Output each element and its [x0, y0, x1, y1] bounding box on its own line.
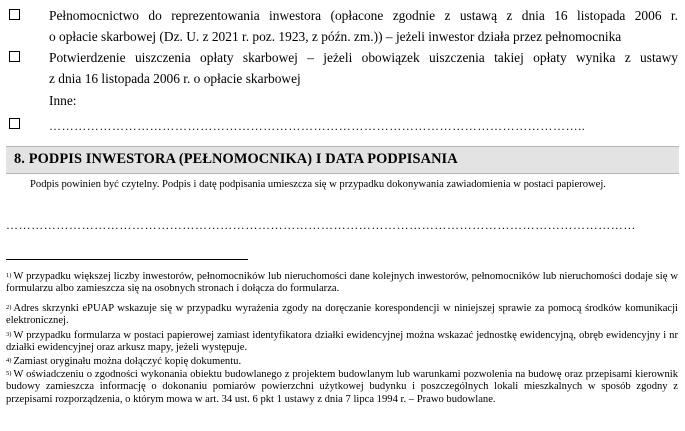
footnote-2-text: Adres skrzynki ePUAP wskazuje się w przypadku wyrażenia zgody na doręczanie korespondencji w niniejszej sprawie za pomocą środków komunikacji elektronicznej.	[6, 303, 678, 327]
checkbox-stamp-duty[interactable]	[9, 51, 20, 62]
footnote-2-number: 2)	[6, 304, 12, 311]
signature-note: Podpis powinien być czytelny. Podpis i datę podpisania umieszcza się w przypadku dokonywania zawiadomienia w postaci papierowej.	[30, 179, 606, 190]
checkbox-other[interactable]	[9, 118, 20, 129]
footnote-1-text: W przypadku większej liczby inwestorów, pełnomocników lub nieruchomości dane kolejnych inwestorów, pełnomocników lub nieruchomości dodaje się w formularzu albo zamieszcza się na osobnych stronach i dołącza do formularza.	[6, 271, 678, 295]
section-8-title: 8. PODPIS INWESTORA (PEŁNOMOCNIKA) I DATA PODPISANIA	[14, 151, 458, 167]
footnote-5-number: 5)	[6, 370, 12, 377]
footnote-1	[6, 271, 678, 296]
footnote-4-number: 4)	[6, 357, 12, 364]
signature-line[interactable]: ……………………………………………………………………………………………………………………………………	[6, 218, 636, 232]
footnote-4	[6, 356, 678, 368]
section-8-header	[6, 146, 679, 174]
footnote-1-number: 1)	[6, 272, 12, 279]
item-power-of-attorney-line2: o opłacie skarbowej (Dz. U. z 2021 r. poz. 1923, z późn. zm.)) – jeżeli inwestor działa przez pełnomocnika	[49, 29, 622, 44]
footnote-3-text: W przypadku formularza w postaci papierowej zamiast identyfikatora działki ewidencyjnej można wskazać jednostkę ewidencyjną, obręb ewidencyjny i nr działki ewidencyjnej oraz arkusz mapy, jeżeli występuje.	[6, 330, 678, 354]
footnote-3	[6, 330, 678, 355]
checkbox-power-of-attorney[interactable]	[9, 9, 20, 20]
item-other-label: Inne:	[49, 93, 77, 108]
footnote-5-text: W oświadczeniu o zgodności wykonania obiektu budowlanego z projektem budowlanym lub warunkami pozwolenia na budowę oraz przepisami kierownik budowy zamieszcza informację o dokonaniu pomiarów powierzchni użytkowej budynku i poszczególnych lokali mieszkalnych w sposób zgodny z przepisami rozporządzenia, o którym mowa w art. 34 ust. 6 pkt 1 ustawy z dnia 7 lipca 1994 r. – Prawo budowlane.	[6, 369, 678, 405]
footnote-2	[6, 303, 678, 328]
item-other-dots[interactable]: ………………………………………………………………………………………………………………..	[49, 119, 586, 133]
item-stamp-duty-line2: z dnia 16 listopada 2006 r. o opłacie skarbowej	[49, 71, 301, 86]
footnote-5	[6, 369, 678, 406]
item-stamp-duty-line1: Potwierdzenie uiszczenia opłaty skarbowej – jeżeli obowiązek uiszczenia takiej opłaty wynika z ustawy	[49, 50, 678, 65]
footnote-separator	[6, 259, 248, 260]
footnote-3-number: 3)	[6, 331, 12, 338]
item-power-of-attorney-line1: Pełnomocnictwo do reprezentowania inwestora (opłacone zgodnie z ustawą z dnia 16 listopada 2006 r.	[49, 8, 678, 23]
footnote-4-text: Zamiast oryginału można dołączyć kopię dokumentu.	[13, 356, 242, 367]
